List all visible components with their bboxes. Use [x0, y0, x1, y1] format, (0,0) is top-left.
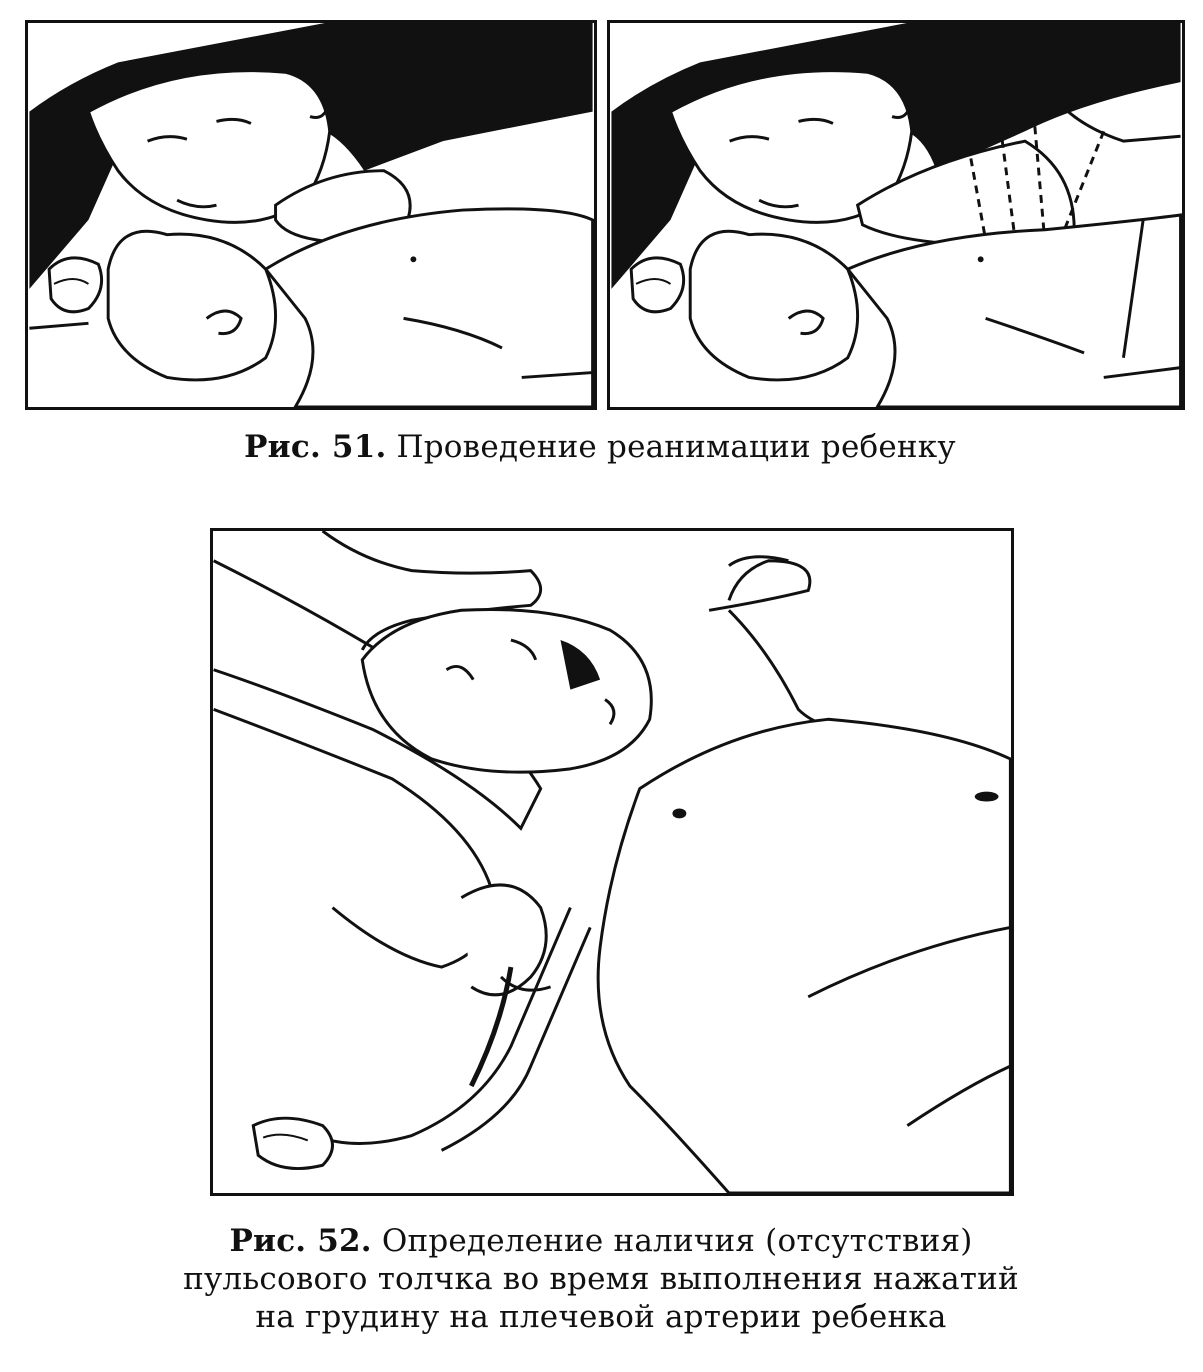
figure-52-caption-line-1	[101, 1222, 1101, 1260]
figure-51-left-panel	[25, 20, 597, 410]
figure-52-text-line-1: Определение наличия (отсутствия)	[381, 1223, 973, 1259]
figure-52-label: Рис. 52.	[229, 1223, 372, 1259]
figure-51-caption	[150, 428, 1050, 466]
figure-52-caption-line-2: пульсового толчка во время выполнения нажатий	[183, 1261, 1019, 1297]
figure-51-text: Проведение реанимации ребенку	[396, 429, 956, 465]
resuscitation-illustration-mouth-to-mouth	[28, 23, 594, 407]
figure-51-label: Рис. 51.	[244, 429, 387, 465]
figure-52-caption-line-3: на грудину на плечевой артерии ребенка	[255, 1299, 947, 1335]
figure-52-panel	[210, 528, 1014, 1196]
figure-51-right-panel	[607, 20, 1185, 410]
resuscitation-illustration-chest-compression	[610, 23, 1182, 407]
figure-52-caption	[101, 1222, 1101, 1336]
pulse-check-brachial-artery-illustration	[213, 531, 1011, 1193]
